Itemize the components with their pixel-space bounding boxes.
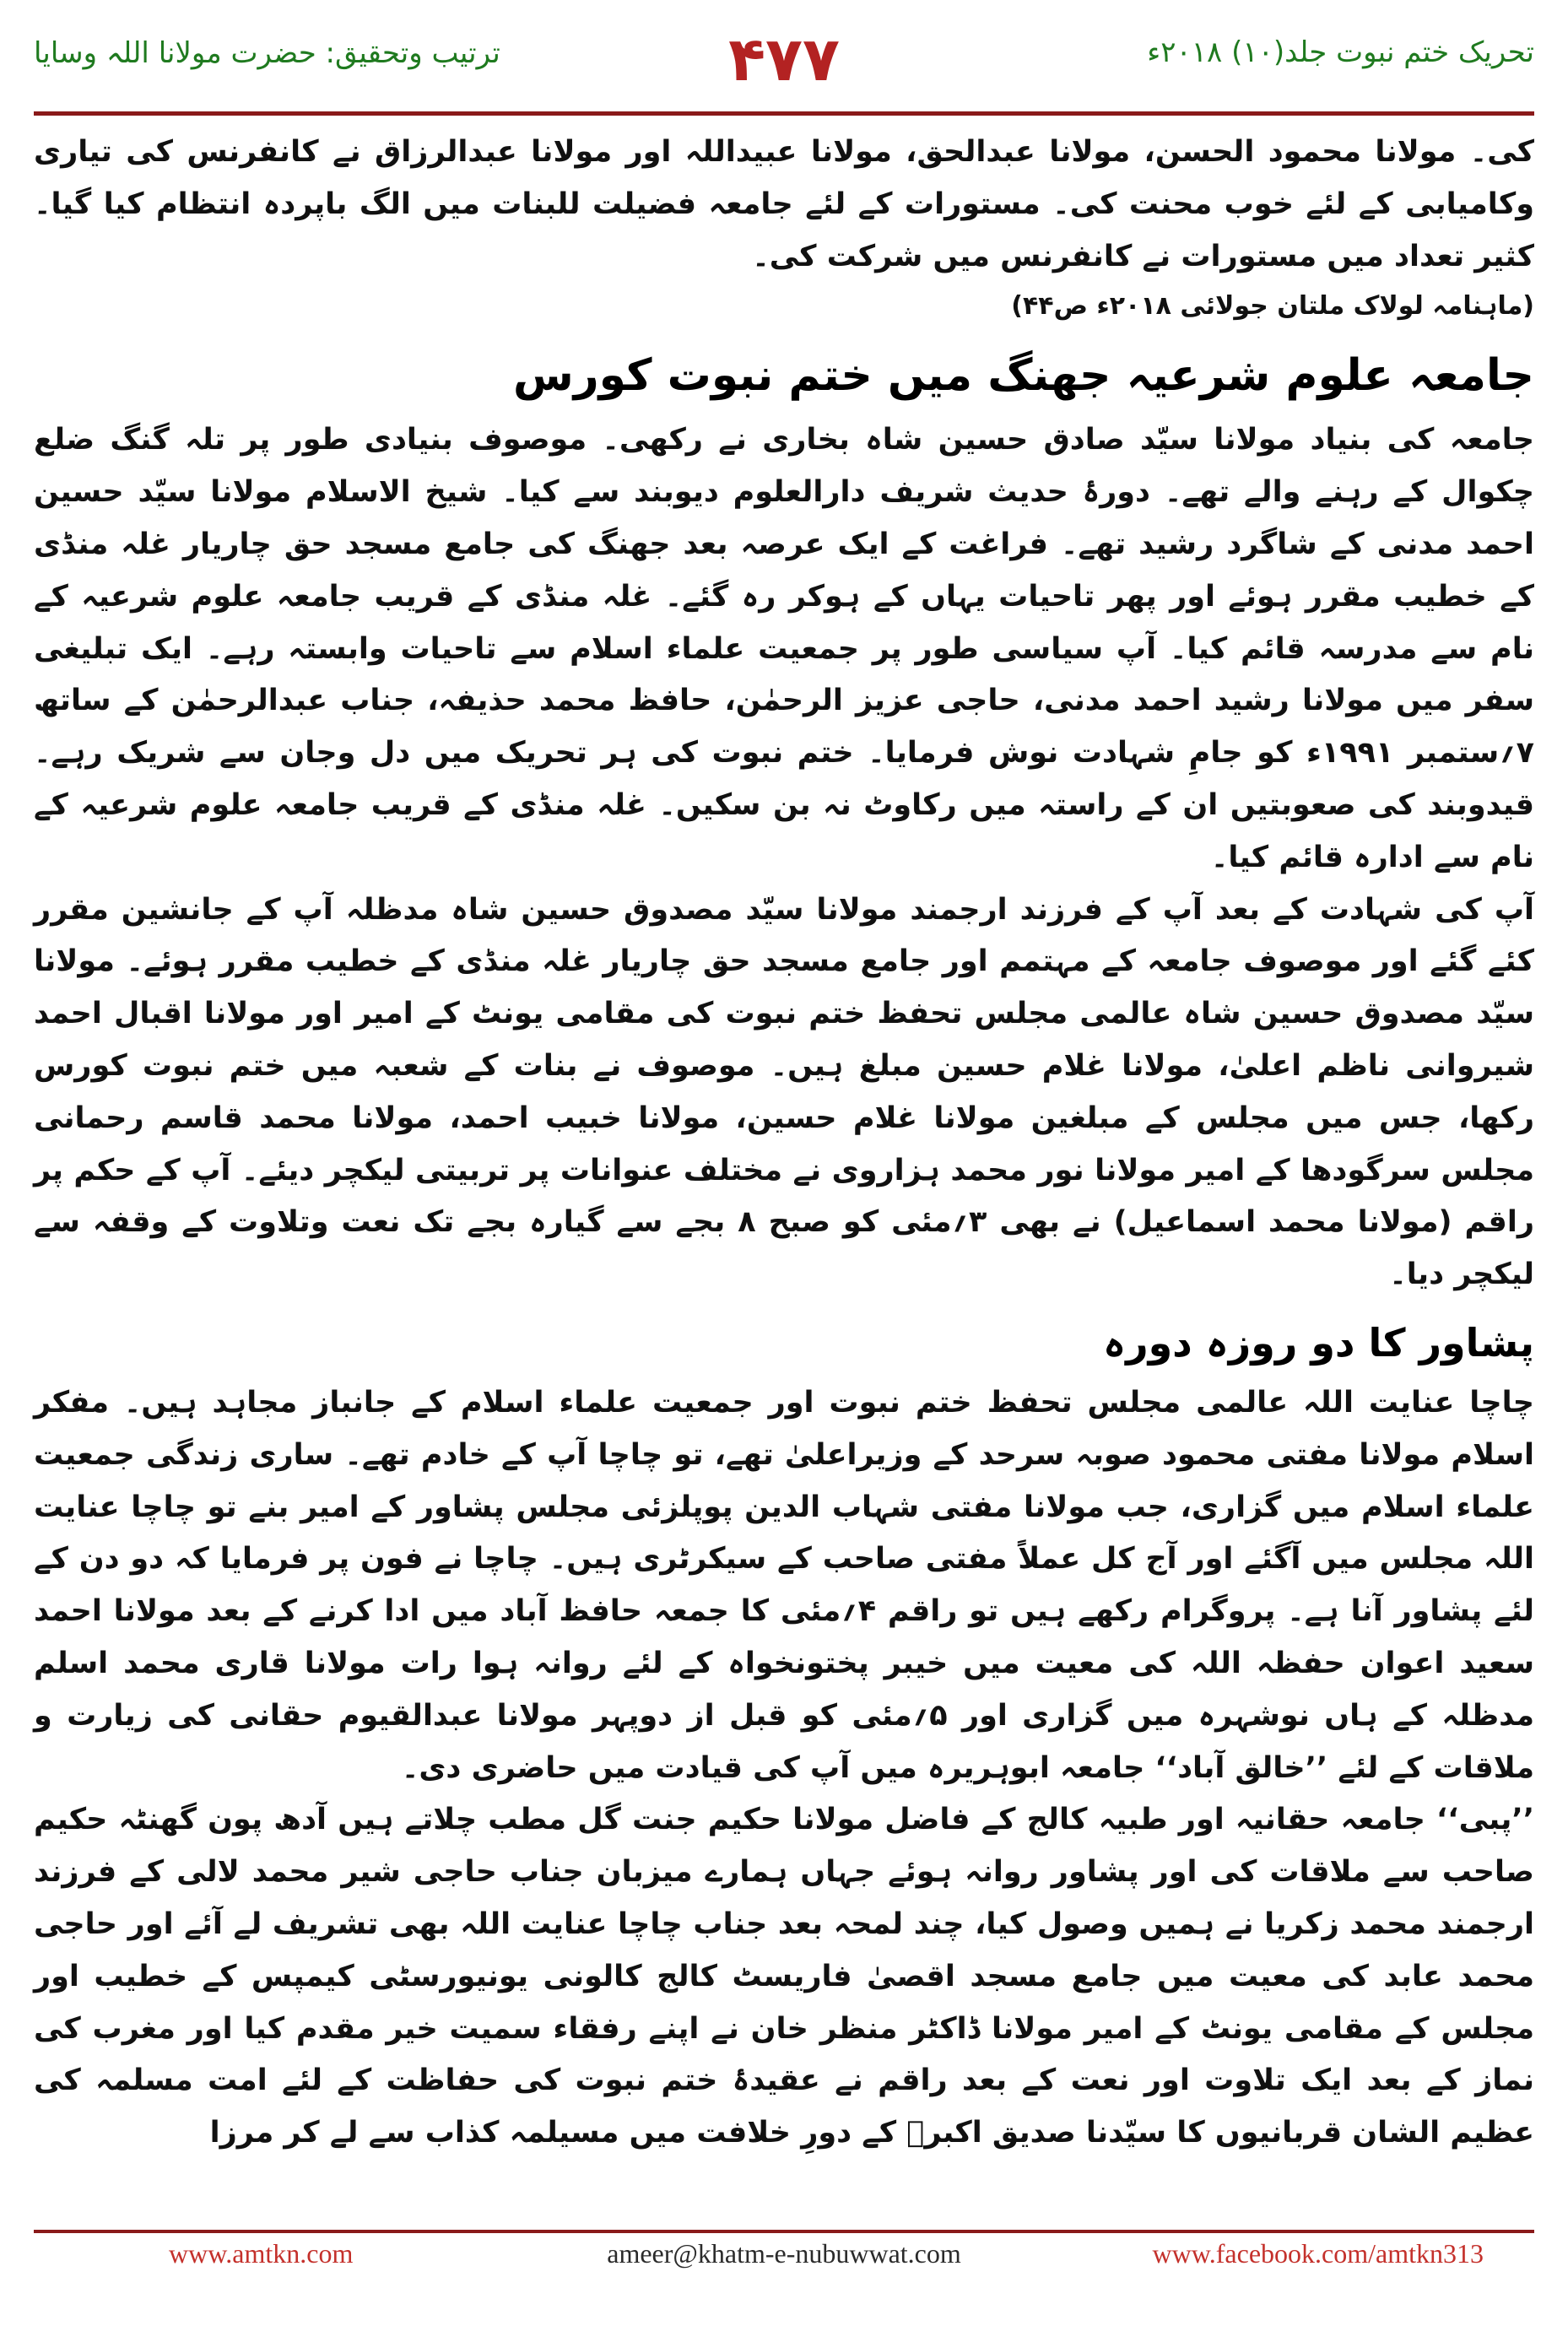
paragraph-chacha-inayatullah: چاچا عنایت اللہ عالمی مجلس تحفظ ختم نبوت اور جمعیت علماء اسلام کے جانباز مجاہد ہیں۔ مفکر اسلام مولانا مفتی محمود صوبہ سرحد کے وزیراعلیٰ تھے، تو چاچا آپ کے خادم تھے۔ ساری زندگی جمعیت علماء اسلام میں گزاری، جب مولانا مفتی شہاب الدین پوپلزئی مجلس پشاور کے امیر بنے تو چاچا عنایت اللہ مجلس میں آگئے اور آج کل عملاً مفتی صاحب کے سیکرٹری ہیں۔ چاچا نے فون پر فرمایا کہ دو دن کے لئے پشاور آنا ہے۔ پروگرام رکھے ہیں تو راقم ۴؍مئی کا جمعہ حافظ آباد میں ادا کرنے کے بعد مولانا احمد سعید اعوان حفظہ اللہ کی معیت میں خیبر پختونخواہ کے لئے روانہ ہوا رات مولانا قاری محمد اسلم مدظلہ کے ہاں نوشہرہ میں گزاری اور ۵؍مئی کو قبل از دوپہر مولانا عبدالقیوم حقانی کی زیارت و ملاقات کے لئے ’’خالق آباد‘‘ جامعہ ابوہریرہ میں آپ کی قیادت میں حاضری دی۔	[34, 1385, 1535, 1785]
page-number: ۴۷۷	[728, 24, 840, 95]
paragraph-jamia-history: جامعہ کی بنیاد مولانا سیّد صادق حسین شاہ بخاری نے رکھی۔ موصوف بنیادی طور پر تلہ گنگ ضلع چکوال کے رہنے والے تھے۔ دورۂ حدیث شریف دارالعلوم دیوبند سے کیا۔ شیخ الاسلام مولانا سیّد حسین احمد مدنی کے شاگرد رشید تھے۔ فراغت کے ایک عرصہ بعد جھنگ کی جامع مسجد حق چاریار غلہ منڈی کے خطیب مقرر ہوئے اور پھر تاحیات یہاں کے ہوکر رہ گئے۔ غلہ منڈی کے قریب جامعہ علوم شرعیہ کے نام سے مدرسہ قائم کیا۔ آپ سیاسی طور پر جمعیت علماء اسلام سے تاحیات وابستہ رہے۔ ایک تبلیغی سفر میں مولانا رشید احمد مدنی، حاجی عزیز الرحمٰن، حافظ محمد حذیفہ، جناب عبدالرحمٰن کے ساتھ ۷؍ستمبر ۱۹۹۱ء کو جامِ شہادت نوش فرمایا۔ ختم نبوت کی ہر تحریک میں دل وجان سے شریک رہے۔ قیدوبند کی صعوبتیں ان کے راستہ میں رکاوٹ نہ بن سکیں۔ غلہ منڈی کے قریب جامعہ علوم شرعیہ کے نام سے ادارہ قائم کیا۔	[34, 423, 1534, 874]
source-citation: (ماہنامہ لولاک ملتان جولائی ۲۰۱۸ء ص۴۴)	[1011, 291, 1534, 322]
email-link[interactable]: ameer@khatm-e-nubuwwat.com	[607, 2238, 961, 2269]
website-link[interactable]: www.amtkn.com	[169, 2238, 354, 2269]
page-header	[34, 17, 1534, 118]
paragraph-pabbi-peshawar: ’’پبی‘‘ جامعہ حقانیہ اور طبیہ کالج کے فاضل مولانا حکیم جنت گل مطب چلاتے ہیں آدھ پون گھنٹہ حکیم صاحب سے ملاقات کی اور پشاور روانہ ہوئے جہاں ہمارے میزبان جناب حاجی شیر محمد لالی کے فرزند ارجمند محمد زکریا نے ہمیں وصول کیا، چند لمحہ بعد جناب چاچا عنایت اللہ بھی تشریف لے آئے اور حاجی محمد عابد کی معیت میں جامع مسجد اقصیٰ فاریسٹ کالج کالونی یونیورسٹی کیمپس کے خطیب اور مجلس کے مقامی یونٹ کے امیر مولانا ڈاکٹر منظر خان نے اپنے رفقاء سمیت خیر مقدم کیا اور مغرب کی نماز کے بعد ایک تلاوت اور نعت کے بعد راقم نے عقیدۂ ختم نبوت کی حفاظت کے لئے امت مسلمہ کی عظیم الشان قربانیوں کا سیّدنا صدیق اکبرؓ کے دورِ خلافت میں مسیلمہ کذاب سے لے کر مرزا	[34, 1803, 1534, 2150]
page-footer	[34, 2238, 1534, 2297]
facebook-link[interactable]: www.facebook.com/amtkn313	[1152, 2238, 1484, 2269]
section-heading-jhang-course: جامعہ علوم شرعیہ جھنگ میں ختم نبوت کورس	[512, 350, 1534, 402]
book-title: تحریک ختم نبوت جلد(۱۰) ۲۰۱۸ء	[1147, 35, 1534, 69]
header-divider	[34, 111, 1534, 116]
paragraph-conference-end: کی۔ مولانا محمود الحسن، مولانا عبدالحق، مولانا عبیداللہ اور مولانا عبدالرزاق نے کانفرنس کی تیاری وکامیابی کے لئے خوب محنت کی۔ مستورات کے لئے جامعہ فضیلت للبنات میں الگ باپردہ انتظام کیا گیا۔ کثیر تعداد میں مستورات نے کانفرنس میں شرکت کی۔	[34, 135, 1534, 273]
section-heading-peshawar-visit: پشاور کا دو روزہ دورہ	[1103, 1319, 1534, 1366]
footer-divider	[34, 2230, 1534, 2233]
page-body	[34, 127, 1534, 2160]
paragraph-successor: آپ کی شہادت کے بعد آپ کے فرزند ارجمند مولانا سیّد مصدوق حسین شاہ مدظلہ آپ کے جانشین مقرر کئے گئے اور موصوف جامعہ کے مہتمم اور جامع مسجد حق چاریار غلہ منڈی کے خطیب مقرر ہوئے۔ مولانا سیّد مصدوق حسین شاہ عالمی مجلس تحفظ ختم نبوت کی مقامی یونٹ کے امیر اور مولانا اقبال احمد شیروانی ناظم اعلیٰ، مولانا غلام حسین مبلغ ہیں۔ موصوف نے بنات کے شعبہ میں ختم نبوت کورس رکھا، جس میں مجلس کے مبلغین مولانا غلام حسین، مولانا خبیب احمد، مولانا محمد قاسم رحمانی مجلس سرگودھا کے امیر مولانا نور محمد ہزاروی نے مختلف عنوانات پر تربیتی لیکچر دیئے۔ آپ کے حکم پر راقم (مولانا محمد اسماعیل) نے بھی ۳؍مئی کو صبح ۸ بجے سے گیارہ بجے تک نعت وتلاوت کے وقفہ سے لیکچر دیا۔	[34, 892, 1534, 1292]
compiler-credit: ترتیب وتحقیق: حضرت مولانا اللہ وسایا	[34, 36, 500, 70]
